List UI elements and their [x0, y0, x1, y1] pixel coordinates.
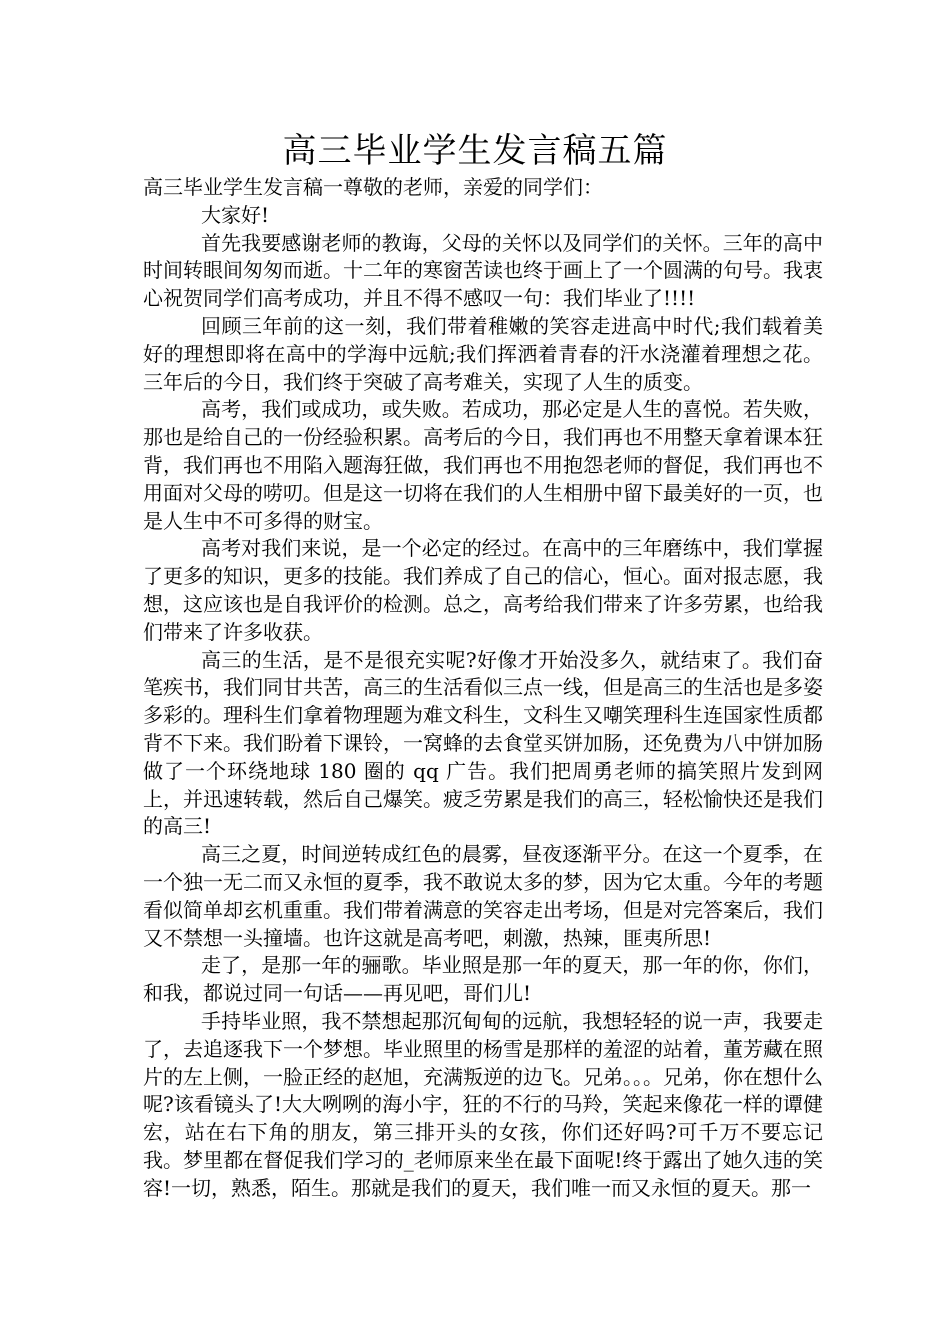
paragraph: 高三的生活，是不是很充实呢?好像才开始没多久，就结束了。我们奋笔疾书，我们同甘共苦，高三的生活看似三点一线，但是高三的生活也是多姿多彩的。理科生们拿着物理题为难文科生，文科生又嘲笑理科生连国家性质都背不下来。我们盼着下课铃，一窝蜂的去食堂买饼加肠，还免费为八中饼加肠做了一个环绕地球 180 圈的 qq 广告。我们把周勇老师的搞笑照片发到网上，并迅速转载，然后自己爆笑。疲乏劳累是我们的高三，轻松愉快还是我们的高三!: [143, 647, 823, 839]
document-body: [143, 174, 823, 1202]
document-title: 高三毕业学生发言稿五篇: [282, 131, 668, 171]
paragraph: 高考对我们来说，是一个必定的经过。在高中的三年磨练中，我们掌握了更多的知识，更多的技能。我们养成了自己的信心，恒心。面对报志愿，我想，这应该也是自我评价的检测。总之，高考给我们带来了许多劳累，也给我们带来了许多收获。: [143, 536, 823, 644]
paragraph: 首先我要感谢老师的教诲，父母的关怀以及同学们的关怀。三年的高中时间转眼间匆匆而逝。十二年的寒窗苦读也终于画上了一个圆满的句号。我衷心祝贺同学们高考成功，并且不得不感叹一句：我们毕业了!!!!: [143, 230, 823, 311]
paragraph: 高考，我们或成功，或失败。若成功，那必定是人生的喜悦。若失败，那也是给自己的一份经验积累。高考后的今日，我们再也不用整天拿着课本狂背，我们再也不用陷入题海狂做，我们再也不用抱怨老师的督促，我们再也不用面对父母的唠叨。但是这一切将在我们的人生相册中留下最美好的一页，也是人生中不可多得的财宝。: [143, 397, 823, 533]
paragraph-salutation: 高三毕业学生发言稿一尊敬的老师，亲爱的同学们：: [143, 175, 603, 199]
paragraph: 走了，是那一年的骊歌。毕业照是那一年的夏天，那一年的你，你们，和我，都说过同一句话——再见吧，哥们儿!: [143, 953, 823, 1006]
paragraph-greeting: 大家好!: [201, 202, 270, 227]
paragraph: 高三之夏，时间逆转成红色的晨雾，昼夜逐渐平分。在这一个夏季，在一个独一无二而又永恒的夏季，我不敢说太多的梦，因为它太重。今年的考题看似简单却玄机重重。我们带着满意的笑容走出考场，但是对完答案后，我们又不禁想一头撞墙。也许这就是高考吧，刺激，热辣，匪夷所思!: [143, 842, 823, 950]
paragraph: 手持毕业照，我不禁想起那沉甸甸的远航，我想轻轻的说一声，我要走了，去追逐我下一个梦想。毕业照里的杨雪是那样的羞涩的站着，董芳藏在照片的左上侧，一脸正经的赵旭，充满叛逆的边飞。兄弟。。。兄弟，你在想什么呢?该看镜头了!大大咧咧的海小宇，狂的不行的马羚，笑起来像花一样的谭健宏，站在右下角的朋友，第三排开头的女孩，你们还好吗?可千万不要忘记我。梦里都在督促我们学习的_老师原来坐在最下面呢!终于露出了她久违的笑容!一切，熟悉，陌生。那就是我们的夏天，我们唯一而又永恒的夏天。那一: [143, 1008, 823, 1200]
paragraph: 回顾三年前的这一刻，我们带着稚嫩的笑容走进高中时代;我们载着美好的理想即将在高中的学海中远航;我们挥洒着青春的汗水浇灌着理想之花。三年后的今日，我们终于突破了高考难关，实现了人生的质变。: [143, 313, 823, 394]
